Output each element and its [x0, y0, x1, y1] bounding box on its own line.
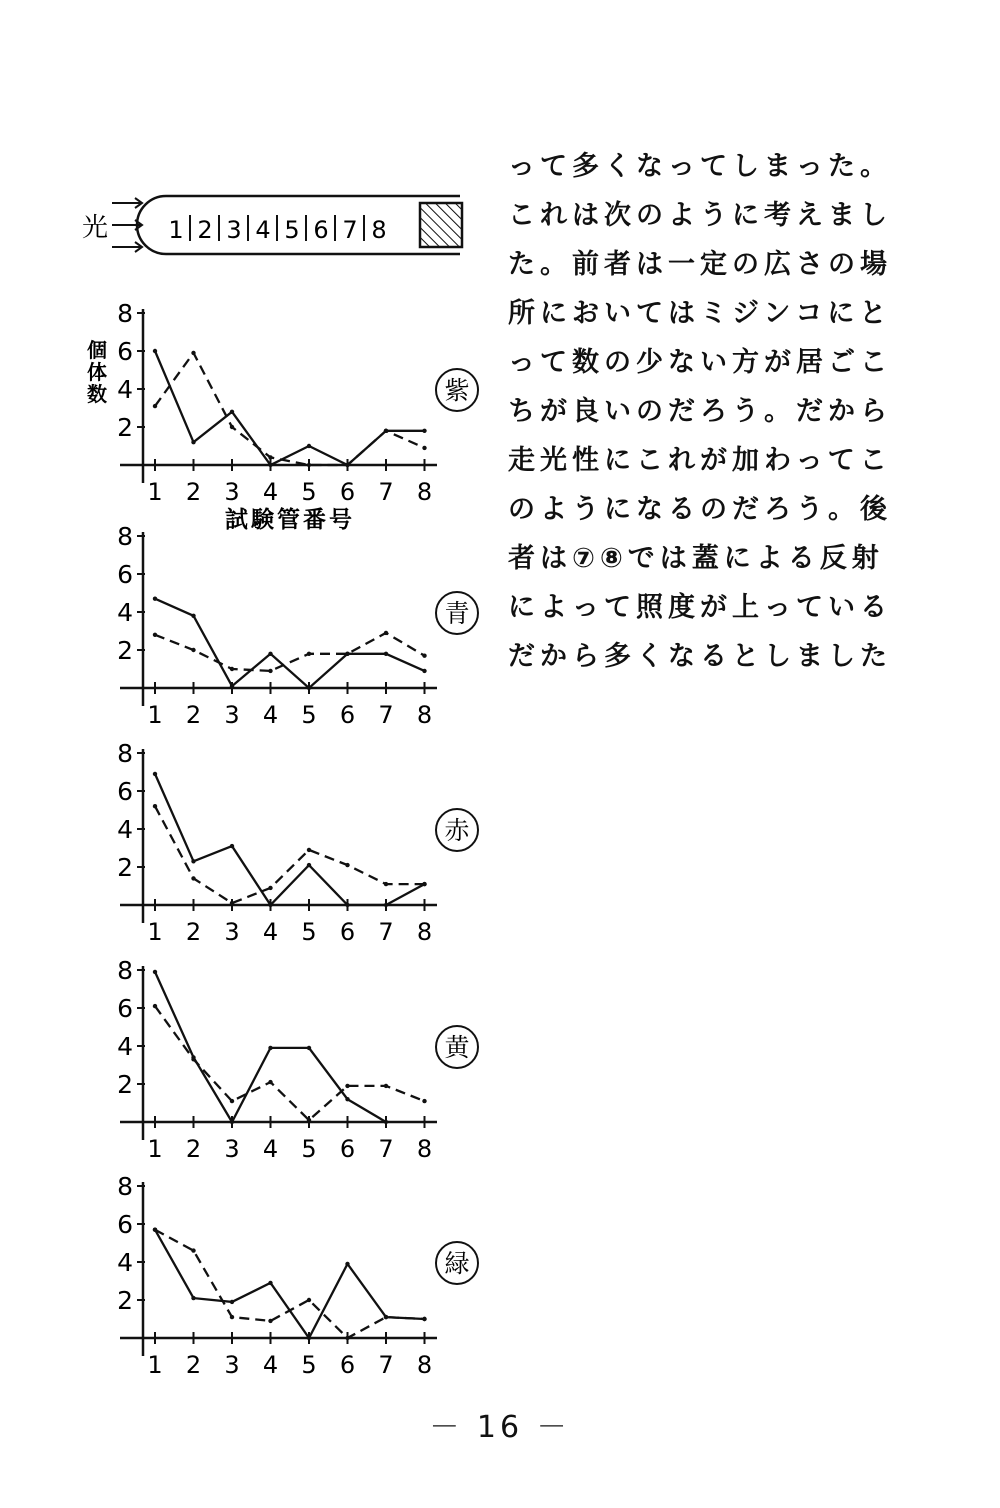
data-point-dashed — [307, 848, 311, 852]
x-tick-label: 2 — [185, 1135, 202, 1163]
chart-red — [85, 739, 505, 949]
y-tick-label: 8 — [117, 956, 133, 985]
data-point-dashed — [268, 1319, 272, 1323]
data-point-solid — [307, 863, 311, 867]
x-tick-label: 7 — [378, 1351, 394, 1379]
x-tick-label: 8 — [416, 1135, 433, 1163]
data-point-solid — [384, 903, 388, 907]
data-point-solid — [191, 614, 195, 618]
y-tick-label: 6 — [117, 994, 133, 1023]
data-point-solid — [422, 429, 426, 433]
data-point-dashed — [422, 1099, 426, 1103]
data-point-dashed — [268, 886, 272, 890]
tube-numbers — [168, 215, 386, 244]
data-point-solid — [307, 1046, 311, 1050]
data-point-dashed — [153, 1004, 157, 1008]
x-tick-label: 6 — [339, 1135, 356, 1163]
x-tick-label: 5 — [301, 1135, 317, 1163]
data-point-solid — [191, 1296, 195, 1300]
x-tick-label: 7 — [378, 701, 394, 729]
x-tick-label: 3 — [224, 478, 240, 506]
data-point-solid — [230, 844, 234, 848]
x-tick-label: 2 — [185, 918, 202, 946]
chart-purple-svg — [85, 299, 505, 535]
data-point-dashed — [230, 1315, 234, 1319]
data-point-dashed — [384, 882, 388, 886]
body-text-line: だから多くなるとしました — [508, 641, 892, 672]
series-line-dashed — [155, 633, 425, 671]
tube-number: 2 — [197, 216, 213, 244]
chart-yellow-svg — [85, 956, 505, 1163]
data-point-dashed — [191, 351, 195, 355]
body-text-line: 所においてはミジンコにと — [508, 298, 892, 329]
data-point-dashed — [345, 463, 349, 467]
x-tick-label: 7 — [378, 1135, 394, 1163]
x-tick-label: 2 — [185, 701, 202, 729]
data-point-solid — [191, 859, 195, 863]
data-point-dashed — [153, 1228, 157, 1232]
tube-number: 4 — [255, 216, 271, 244]
y-tick-label: 6 — [117, 777, 133, 806]
series-line-dashed — [155, 1006, 425, 1120]
x-tick-label: 1 — [147, 701, 163, 729]
body-text-line: って数の少ない方が居ごこ — [508, 347, 892, 378]
page-number: － 16 － — [429, 1410, 571, 1445]
chart-blue-svg — [85, 522, 505, 729]
series-line-dashed — [155, 1230, 425, 1338]
chart-yellow — [85, 956, 505, 1166]
tube-diagram-svg — [80, 185, 480, 265]
tube-number: 8 — [371, 216, 387, 244]
data-point-dashed — [384, 631, 388, 635]
x-tick-label: 4 — [262, 1351, 279, 1379]
body-text-line: これは次のように考えまし — [508, 200, 892, 231]
x-tick-label: 8 — [416, 918, 433, 946]
data-point-solid — [268, 463, 272, 467]
x-tick-label: 3 — [224, 701, 240, 729]
data-point-solid — [422, 669, 426, 673]
tube-number: 1 — [168, 216, 184, 244]
x-tick-label: 1 — [147, 478, 163, 506]
data-point-dashed — [422, 446, 426, 450]
y-tick-label: 4 — [117, 1248, 133, 1277]
chart-title: 緑 — [444, 1249, 470, 1278]
data-point-dashed — [422, 1317, 426, 1321]
x-axis-title: 試験管番号 — [225, 507, 355, 533]
series-line-solid — [155, 351, 425, 465]
data-point-solid — [153, 970, 157, 974]
x-tick-label: 5 — [301, 701, 317, 729]
x-tick-label: 4 — [262, 1135, 279, 1163]
x-tick-label: 8 — [416, 1351, 433, 1379]
y-tick-label: 2 — [117, 636, 133, 665]
data-point-dashed — [384, 1315, 388, 1319]
tube-diagram — [80, 185, 480, 269]
x-tick-label: 3 — [224, 1351, 240, 1379]
data-point-dashed — [345, 863, 349, 867]
data-point-dashed — [191, 1057, 195, 1061]
data-point-solid — [345, 1097, 349, 1101]
data-point-dashed — [191, 876, 195, 880]
data-point-dashed — [384, 1084, 388, 1088]
x-tick-label: 5 — [301, 918, 317, 946]
series-line-dashed — [155, 353, 425, 465]
data-point-solid — [153, 597, 157, 601]
x-tick-label: 8 — [416, 478, 433, 506]
x-tick-label: 7 — [378, 478, 394, 506]
data-point-dashed — [345, 1336, 349, 1340]
chart-red-svg — [85, 739, 505, 946]
x-tick-label: 6 — [339, 1351, 356, 1379]
y-tick-label: 4 — [117, 1032, 133, 1061]
data-point-dashed — [230, 901, 234, 905]
light-label: 光 — [82, 213, 109, 243]
series-line-dashed — [155, 806, 425, 903]
body-text-line: って多くなってしまった。 — [508, 151, 892, 182]
x-tick-label: 6 — [339, 918, 356, 946]
body-text-line: 者は⑦⑧では蓋による反射 — [508, 543, 884, 574]
x-tick-label: 4 — [262, 478, 279, 506]
data-point-dashed — [153, 633, 157, 637]
y-tick-label: 8 — [117, 1172, 133, 1201]
data-point-dashed — [345, 652, 349, 656]
data-point-dashed — [230, 425, 234, 429]
x-tick-label: 1 — [147, 918, 163, 946]
data-point-solid — [153, 349, 157, 353]
data-point-solid — [384, 1120, 388, 1124]
data-point-solid — [307, 444, 311, 448]
y-tick-label: 6 — [117, 1210, 133, 1239]
x-tick-label: 3 — [224, 918, 240, 946]
body-text-line: 走光性にこれが加わってこ — [508, 445, 892, 476]
data-point-dashed — [307, 652, 311, 656]
x-tick-label: 1 — [147, 1135, 163, 1163]
chart-title: 青 — [444, 599, 470, 628]
series-line-solid — [155, 774, 425, 905]
chart-purple — [85, 299, 505, 539]
tube-number: 3 — [226, 216, 242, 244]
data-point-dashed — [153, 804, 157, 808]
x-tick-label: 6 — [339, 701, 356, 729]
data-point-dashed — [307, 1298, 311, 1302]
x-tick-label: 5 — [301, 1351, 317, 1379]
y-tick-label: 8 — [117, 522, 133, 551]
body-text — [508, 142, 908, 681]
arrow-icon — [112, 242, 142, 252]
series-line-solid — [155, 1230, 425, 1338]
data-point-dashed — [268, 455, 272, 459]
data-point-dashed — [268, 1080, 272, 1084]
series-line-solid — [155, 599, 425, 688]
y-tick-label: 4 — [117, 815, 133, 844]
data-point-dashed — [230, 667, 234, 671]
y-tick-label: 8 — [117, 739, 133, 768]
chart-title: 赤 — [444, 816, 470, 845]
data-point-solid — [345, 1262, 349, 1266]
data-point-solid — [345, 903, 349, 907]
data-point-dashed — [268, 669, 272, 673]
x-tick-label: 2 — [185, 478, 202, 506]
y-tick-label: 6 — [117, 337, 133, 366]
data-point-solid — [307, 1336, 311, 1340]
chart-title: 黄 — [444, 1033, 470, 1062]
data-point-dashed — [191, 648, 195, 652]
body-text-line: ちが良いのだろう。だから — [508, 396, 892, 427]
y-tick-label: 6 — [117, 560, 133, 589]
tube-cap-hatched — [420, 203, 462, 247]
x-tick-label: 2 — [185, 1351, 202, 1379]
chart-blue — [85, 522, 505, 732]
x-tick-label: 5 — [301, 478, 317, 506]
y-tick-label: 2 — [117, 413, 133, 442]
data-point-solid — [153, 772, 157, 776]
data-point-dashed — [307, 1118, 311, 1122]
data-point-solid — [268, 1046, 272, 1050]
data-point-solid — [384, 652, 388, 656]
y-tick-label: 4 — [117, 598, 133, 627]
data-point-dashed — [345, 1084, 349, 1088]
x-tick-label: 6 — [339, 478, 356, 506]
data-point-solid — [230, 684, 234, 688]
data-point-solid — [268, 652, 272, 656]
arrow-icon — [112, 198, 142, 208]
x-tick-label: 3 — [224, 1135, 240, 1163]
chart-green-svg — [85, 1172, 505, 1379]
body-text-line: によって照度が上っている — [508, 592, 892, 623]
y-tick-label: 2 — [117, 1286, 133, 1315]
tube-number: 5 — [284, 216, 300, 244]
y-axis-title: 個体数 — [87, 338, 107, 406]
data-point-solid — [230, 1120, 234, 1124]
data-point-solid — [268, 903, 272, 907]
data-point-dashed — [422, 654, 426, 658]
data-point-dashed — [422, 882, 426, 886]
data-point-solid — [307, 686, 311, 690]
data-point-dashed — [307, 463, 311, 467]
data-point-dashed — [384, 429, 388, 433]
data-point-solid — [230, 410, 234, 414]
data-point-solid — [191, 440, 195, 444]
data-point-dashed — [153, 404, 157, 408]
data-point-solid — [268, 1281, 272, 1285]
x-tick-label: 1 — [147, 1351, 163, 1379]
chart-title: 紫 — [444, 376, 470, 405]
data-point-solid — [230, 1300, 234, 1304]
data-point-dashed — [191, 1248, 195, 1252]
x-tick-label: 8 — [416, 701, 433, 729]
data-point-dashed — [230, 1099, 234, 1103]
y-tick-label: 4 — [117, 375, 133, 404]
x-tick-label: 4 — [262, 701, 279, 729]
y-tick-label: 2 — [117, 853, 133, 882]
tube-number: 6 — [313, 216, 329, 244]
y-tick-label: 8 — [117, 299, 133, 328]
tube-number: 7 — [342, 216, 358, 244]
chart-green — [85, 1172, 505, 1382]
x-tick-label: 4 — [262, 918, 279, 946]
x-tick-label: 7 — [378, 918, 394, 946]
body-text-line: のようになるのだろう。後 — [508, 494, 892, 525]
body-text-line: た。前者は一定の広さの場 — [508, 249, 892, 280]
y-tick-label: 2 — [117, 1070, 133, 1099]
